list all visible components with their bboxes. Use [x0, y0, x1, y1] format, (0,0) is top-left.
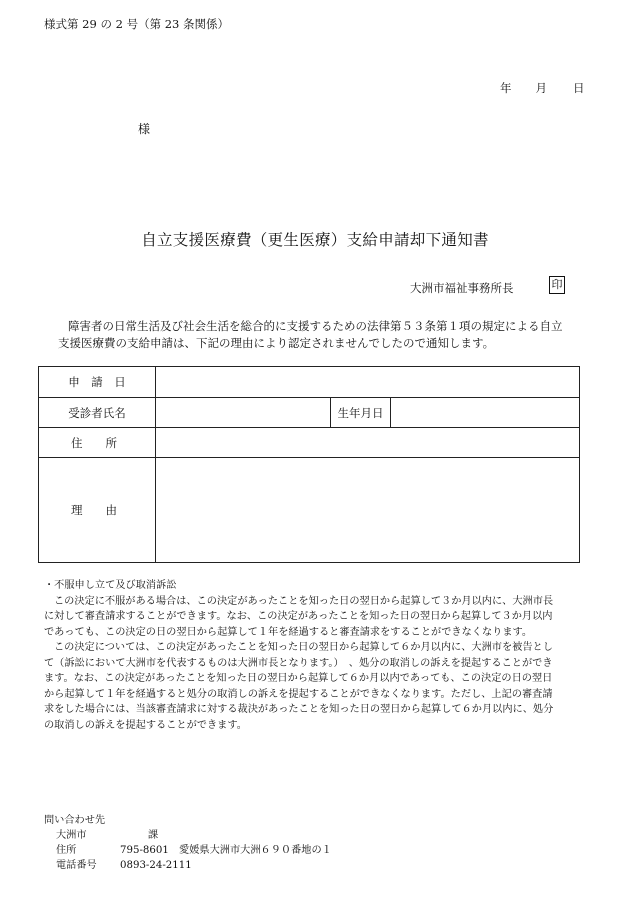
birth-date-field: [391, 398, 580, 428]
address-field: [156, 428, 580, 458]
document-title: 自立支援医療費（更生医療）支給申請却下通知書: [141, 231, 489, 249]
contact-heading: 問い合わせ先: [44, 815, 106, 826]
appeal-section: [44, 578, 584, 733]
addressee-suffix: 様: [138, 122, 151, 136]
contact-postal-code: 795-8601: [120, 845, 169, 856]
appeal-line: ます。なお、この決定があったことを知った日の翌日から起算して６か月以内であっても、この決定の日の翌日: [44, 673, 553, 684]
appeal-line: に対して審査請求することができます。なお、この決定があったことを知った日の翌日から起算して３か月以内: [44, 611, 553, 622]
form-number: 様式第 29 の 2 号（第 23 条関係）: [44, 17, 230, 31]
contact-phone-label: 電話番号: [56, 860, 97, 871]
appeal-line: であっても、この決定の日の翌日から起算して１年を経過すると審査請求をすることができなくなります。: [44, 626, 533, 638]
birth-date-label: 生年月日: [331, 398, 391, 428]
notice-line: 支援医療費の支給申請は、下記の理由により認定されませんでしたので通知します。: [58, 336, 495, 350]
appeal-line: この決定に不服がある場合は、この決定があったことを知った日の翌日から起算して３か月以内に、大洲市長: [54, 595, 554, 607]
appeal-line: この決定については、この決定があったことを知った日の翌日から起算して６か月以内に、大洲市を被告とし: [54, 642, 553, 653]
table-row: [39, 398, 580, 428]
reason-field: [156, 458, 580, 563]
date-month: 月: [535, 81, 547, 95]
contact-address-label: 住所: [56, 845, 77, 856]
table-row: [39, 428, 580, 458]
appeal-line: て（訴訟において大洲市を代表するものは大洲市長となります。） 、処分の取消しの訴えを提起することができ: [44, 657, 553, 669]
contact-phone: [44, 858, 332, 873]
date-day: 日: [573, 81, 585, 95]
issuer-name: 大洲市福祉事務所長: [410, 281, 514, 295]
notice-text: [58, 318, 583, 352]
contact-section: [44, 813, 332, 873]
application-date-label: 申 請 日: [39, 367, 156, 398]
application-date-field: [156, 367, 580, 398]
application-table: [38, 366, 580, 563]
seal-mark: 印: [549, 276, 565, 294]
contact-phone-value: 0893-24-2111: [120, 860, 192, 871]
notice-line: 障害者の日常生活及び社会生活を総合的に支援するための法律第５３条第１項の規定による自立: [68, 319, 563, 333]
patient-name-field: [156, 398, 331, 428]
contact-department-city: 大洲市: [56, 830, 87, 841]
table-row: [39, 367, 580, 398]
date-line: [500, 80, 585, 96]
contact-department-suffix: 課: [148, 830, 159, 841]
appeal-line: の取消しの訴えを提起することができます。: [44, 719, 247, 731]
table-row: [39, 458, 580, 563]
address-label: 住 所: [39, 428, 156, 458]
contact-address-value: 愛媛県大洲市大洲６９０番地の１: [179, 845, 332, 856]
reason-label: 理 由: [39, 458, 156, 563]
appeal-line: 求をした場合には、当該審査請求に対する裁決があったことを知った日の翌日から起算して６か月以内に、処分: [44, 704, 554, 715]
patient-name-label: 受診者氏名: [39, 398, 156, 428]
appeal-heading: ・不服申し立て及び取消訴訟: [44, 580, 177, 591]
contact-address: [44, 843, 332, 858]
date-year: 年: [500, 81, 512, 95]
appeal-line: から起算して１年を経過すると処分の取消しの訴えを提起することができなくなります。ただし、上記の審査請: [44, 688, 553, 700]
contact-department: [44, 828, 332, 843]
